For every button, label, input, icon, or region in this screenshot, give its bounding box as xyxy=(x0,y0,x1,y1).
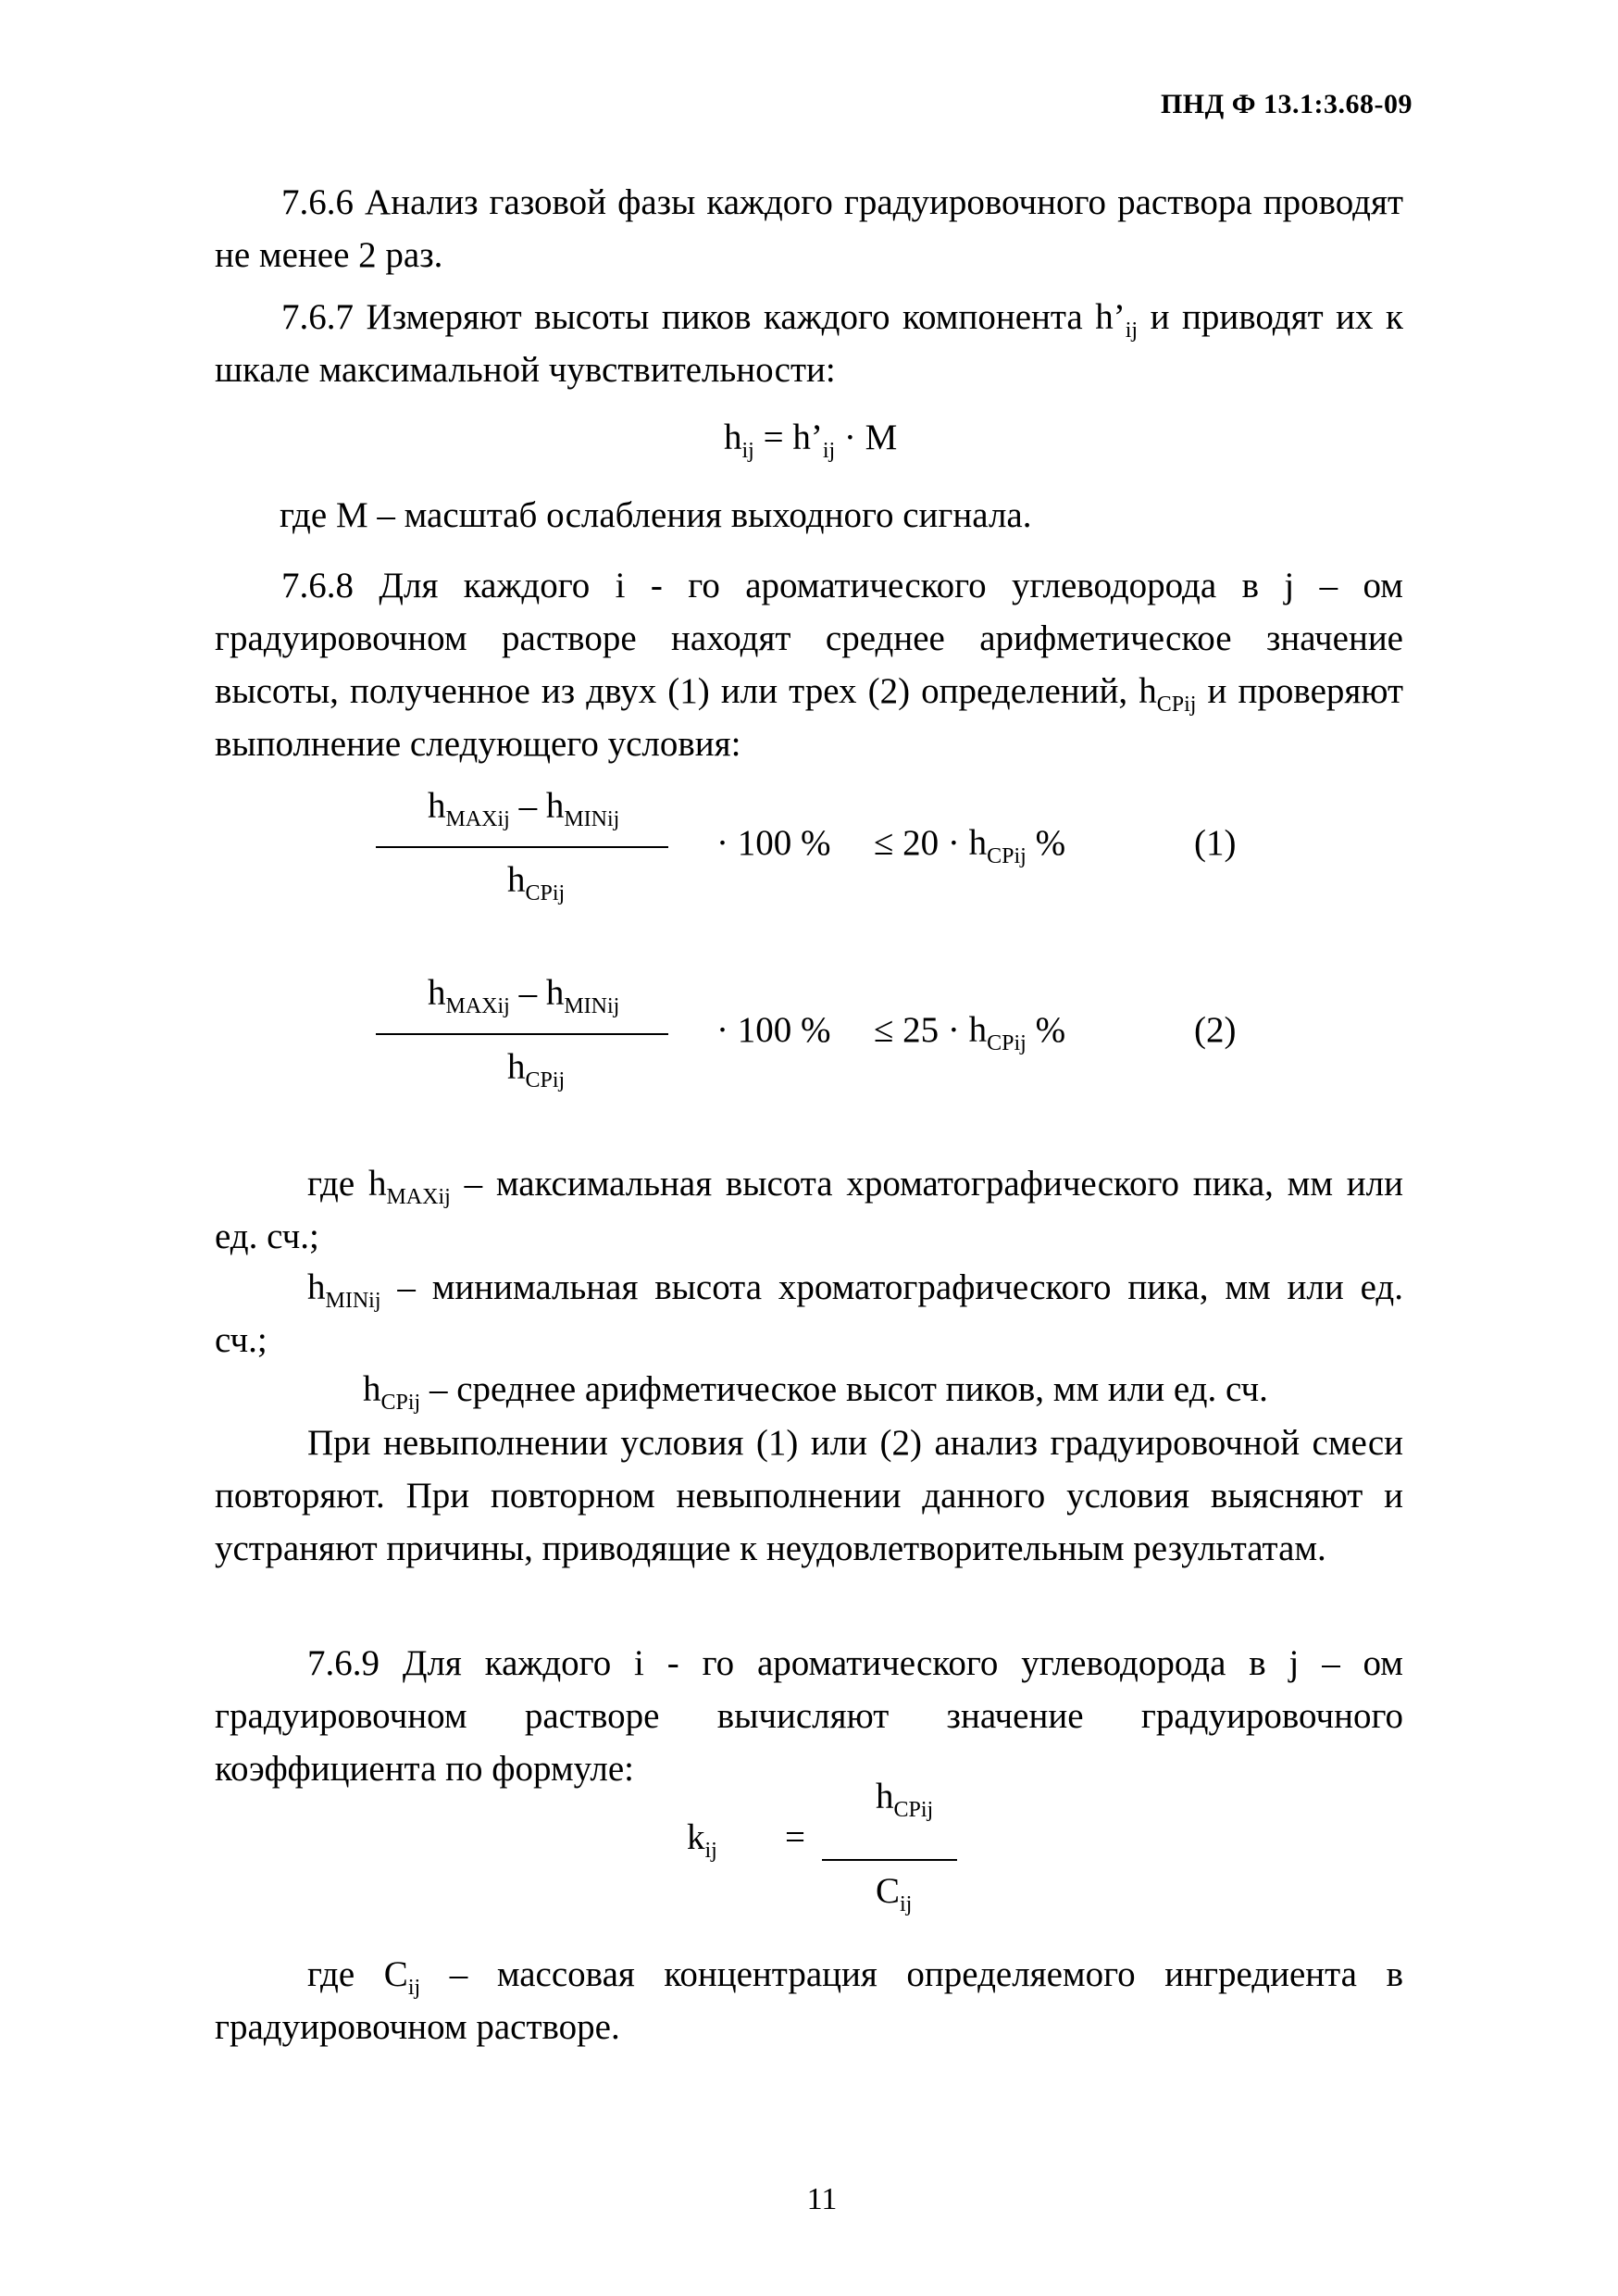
paragraph-text: Для каждого i - го ароматического углеводорода в j – ом градуировочном растворе находят среднее арифметическое значение высоты, полученное из двух (1) или трех (2) определений, h xyxy=(215,566,1403,711)
fraction-denominator xyxy=(507,859,566,905)
subscript: ij xyxy=(704,1839,717,1863)
subscript: CPij xyxy=(893,1798,934,1822)
subscript: CPij xyxy=(987,1031,1027,1055)
subscript: ij xyxy=(407,1976,421,2000)
def-term: где h xyxy=(307,1164,387,1204)
paragraph-7-6-6 xyxy=(215,176,1403,281)
eq-term: – h xyxy=(509,786,565,826)
subscript: MAXij xyxy=(386,1185,451,1209)
subscript: CPij xyxy=(525,881,566,905)
paragraph-text: и приводят их к шкале максимальной чувствительности: xyxy=(215,297,1403,390)
concentration-definition xyxy=(215,1948,1403,2053)
eq-term: ≤ 20 · h xyxy=(874,823,988,863)
definition-hmax xyxy=(215,1157,1403,1263)
subscript: CPij xyxy=(525,1068,566,1092)
def-text: – максимальная высота хроматографического пика, мм или ед. сч.; xyxy=(215,1164,1403,1256)
subscript: CPij xyxy=(1156,693,1197,717)
section-number: 7.6.9 xyxy=(307,1643,380,1683)
scale-definition: где М – масштаб ослабления выходного сигнала. xyxy=(280,495,1032,535)
subscript: MAXij xyxy=(445,807,510,831)
eq-term: h xyxy=(876,1777,894,1816)
eq-term: % xyxy=(1026,823,1066,863)
fraction-bar xyxy=(376,1033,668,1035)
definition-hcp xyxy=(363,1363,1403,1416)
subscript: MINij xyxy=(325,1289,381,1313)
section-number: 7.6.7 xyxy=(281,297,354,337)
paragraph-text: и проверяют выполнение следующего условия: xyxy=(215,671,1404,764)
condition xyxy=(874,822,1066,868)
def-text: – минимальная высота хроматографического пика, мм или ед. сч.; xyxy=(215,1267,1403,1360)
subscript: MAXij xyxy=(445,994,510,1018)
page-number: 11 xyxy=(806,2182,838,2216)
eq-term: h xyxy=(507,1047,526,1087)
subscript: ij xyxy=(741,439,754,463)
definition-hmin xyxy=(215,1261,1403,1366)
def-term: h xyxy=(363,1369,381,1409)
section-number: 7.6.8 xyxy=(281,566,354,605)
document-code: ПНД Ф 13.1:3.68-09 xyxy=(1160,89,1413,119)
multiplier: · 100 % xyxy=(716,823,831,863)
eq-term: h xyxy=(428,786,446,826)
eq-term: h xyxy=(724,418,742,457)
fraction-denominator xyxy=(876,1870,913,1916)
subscript: ij xyxy=(822,439,836,463)
paragraph-text: Для каждого i - го ароматического углеводорода в j – ом градуировочном растворе вычисляют значение градуировочного коэффициента по формуле: xyxy=(215,1643,1403,1789)
paragraph-text: Анализ газовой фазы каждого градуировочного раствора проводят не менее 2 раз. xyxy=(215,182,1403,275)
equation-label: (2) xyxy=(1194,1010,1237,1050)
paragraph-repeat-analysis: При невыполнении условия (1) или (2) анализ градуировочной смеси повторяют. При повторном невыполнении данного условия выясняют и устраняют причины, приводящие к неудовлетворительным результатам. xyxy=(215,1423,1403,1568)
fraction-denominator xyxy=(507,1046,566,1092)
multiplier: · 100 % xyxy=(716,1010,831,1050)
fraction-bar xyxy=(822,1859,957,1861)
eq-term: = h’ xyxy=(753,418,823,457)
subscript: ij xyxy=(1125,318,1139,343)
paragraph-7-6-7 xyxy=(215,291,1403,396)
def-text: – массовая концентрация определяемого ингредиента в градуировочном растворе. xyxy=(215,1954,1403,2047)
eq-term: · M xyxy=(835,418,898,457)
condition xyxy=(874,1009,1066,1055)
eq-term: C xyxy=(876,1871,901,1911)
fraction-numerator xyxy=(428,785,620,831)
paragraph-7-6-9 xyxy=(215,1637,1403,1795)
def-term: h xyxy=(307,1267,326,1307)
subscript: CPij xyxy=(380,1391,421,1415)
subscript: ij xyxy=(900,1892,913,1916)
eq-term: h xyxy=(507,860,526,900)
equals-sign: = xyxy=(785,1817,805,1857)
paragraph-text: Измеряют высоты пиков каждого компонента h’ xyxy=(354,297,1126,337)
eq-term: % xyxy=(1026,1010,1066,1050)
section-number: 7.6.6 xyxy=(281,182,354,222)
def-text: – среднее арифметическое высот пиков, мм или ед. сч. xyxy=(420,1369,1268,1409)
equation-scale xyxy=(724,417,898,463)
equation-label: (1) xyxy=(1194,823,1237,863)
subscript: MINij xyxy=(564,807,620,831)
fraction-bar xyxy=(376,846,668,848)
subscript: CPij xyxy=(987,844,1027,868)
eq-term: h xyxy=(428,973,446,1013)
def-term: где C xyxy=(307,1954,408,1994)
eq-term: – h xyxy=(509,973,565,1013)
fraction-numerator xyxy=(876,1776,934,1822)
eq-term: k xyxy=(687,1817,705,1857)
fraction-numerator xyxy=(428,972,620,1018)
formula-lhs xyxy=(687,1816,717,1863)
subscript: MINij xyxy=(564,994,620,1018)
eq-term: ≤ 25 · h xyxy=(874,1010,988,1050)
paragraph-7-6-8 xyxy=(215,559,1403,770)
